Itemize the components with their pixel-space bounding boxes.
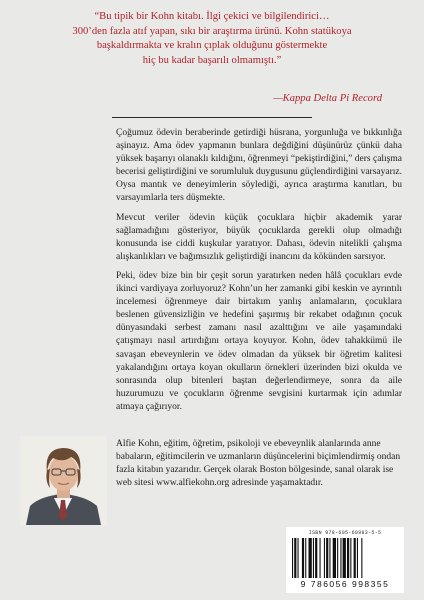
description-paragraph: Mevcut veriler ödevin küçük çocuklara hiçbir akademik yarar sağlamadığını gösteriyor, büyük çocuklarda gerekli olup olmadığı konusunda ise ciddi kuşkular yaratıyor. Dahası, ödevin nitelikli çalışma alışkanlıkları ve bağımsızlık geliştirdiği inancını da kökünden sarsıyor.	[116, 212, 402, 262]
quote-line: hiç bu kadar başarılı olmamıştı.”	[142, 54, 282, 66]
description-paragraph: Çoğumuz ödevin beraberinde getirdiği hüsrana, yorgunluğa ve bıkkınlığa aşinayız. Ama ödev yapmanın bunlara değdiğini düşünürüz çünkü daha yüksek başarıyı olanaklı kıldığını, öğrenmeyi “pekiştirdiğini,” ders çalışma becerisi geliştirdiğini ve sorumluluk duygusunu güçlendirdiğini varsayarız. Oysa mantık ve deneyimlerin söylediği, ayrıca araştırma kanıtları, bu varsayımlarla ters düşmekte.	[116, 128, 402, 204]
description-paragraph: Peki, ödev bize bin bir çeşit sorun yaratırken neden hâlâ çocukları evde ikinci vardiyaya zorluyoruz? Kohn’un her zamanki gibi keskin ve ayrıntılı incelemesi öğrenmeye dair birtakım yanlış anlamaların, çocuklara beslenen güvensizliğin ve hedefini şaşırmış bir rekabet odağının çocuk dünyasındaki serbest zamanı nasıl azalttığını ve aile yaşamındaki çatışmayı nasıl artırdığını ortaya koyuyor. Kohn, ödev tahakkümü ile savaşan ebeveynlerin ve ödev olmadan da yüksek bir öğretim kalitesi yakalandığını ortaya koyan okulların örnekleri üzerinden bizi okulda ve sonrasında olup bitenleri baştan değerlendirmeye, sonra da aile huzurumuzu ve çocukların öğrenme sevgisini kurtarmak için adımlar atmaya çağırıyor.	[116, 270, 402, 412]
ean-digits: 9 786056 998355	[300, 579, 390, 589]
author-photo	[20, 436, 107, 525]
author-portrait-image	[20, 436, 107, 525]
quote-line: başkaldırmakta ve kralın çıplak olduğunu göstermekte	[96, 40, 328, 52]
quote-line: 300’den fazla atıf yapan, sıkı bir araştırma ürünü. Kohn statükoya	[72, 25, 352, 37]
author-bio-text: Alfie Kohn, eğitim, öğretim, psikoloji ve ebeveynlik alanlarında anne babaların, eğitimcilerin ve uzmanların düşüncelerini biçimlendirmiş ondan fazla kitabın yazarıdır. Gerçek olarak Boston bölgesinde, sanal olarak ise web sitesi www.alfiekohn.org adresinde yaşamaktadır.	[116, 439, 401, 489]
quote-line: “Bu tipik bir Kohn kitabı. İlgi çekici ve bilgilendirici…	[94, 11, 330, 22]
barcode-bars	[290, 538, 400, 578]
quote-source: —Kappa Delta Pi Record	[273, 93, 382, 104]
barcode	[286, 527, 404, 593]
author-bio	[116, 438, 402, 490]
isbn-label: ISBN 978-605-69983-5-5	[308, 530, 382, 536]
endorsement-quote	[44, 10, 380, 68]
book-description	[116, 127, 402, 420]
divider-rule	[112, 117, 312, 118]
